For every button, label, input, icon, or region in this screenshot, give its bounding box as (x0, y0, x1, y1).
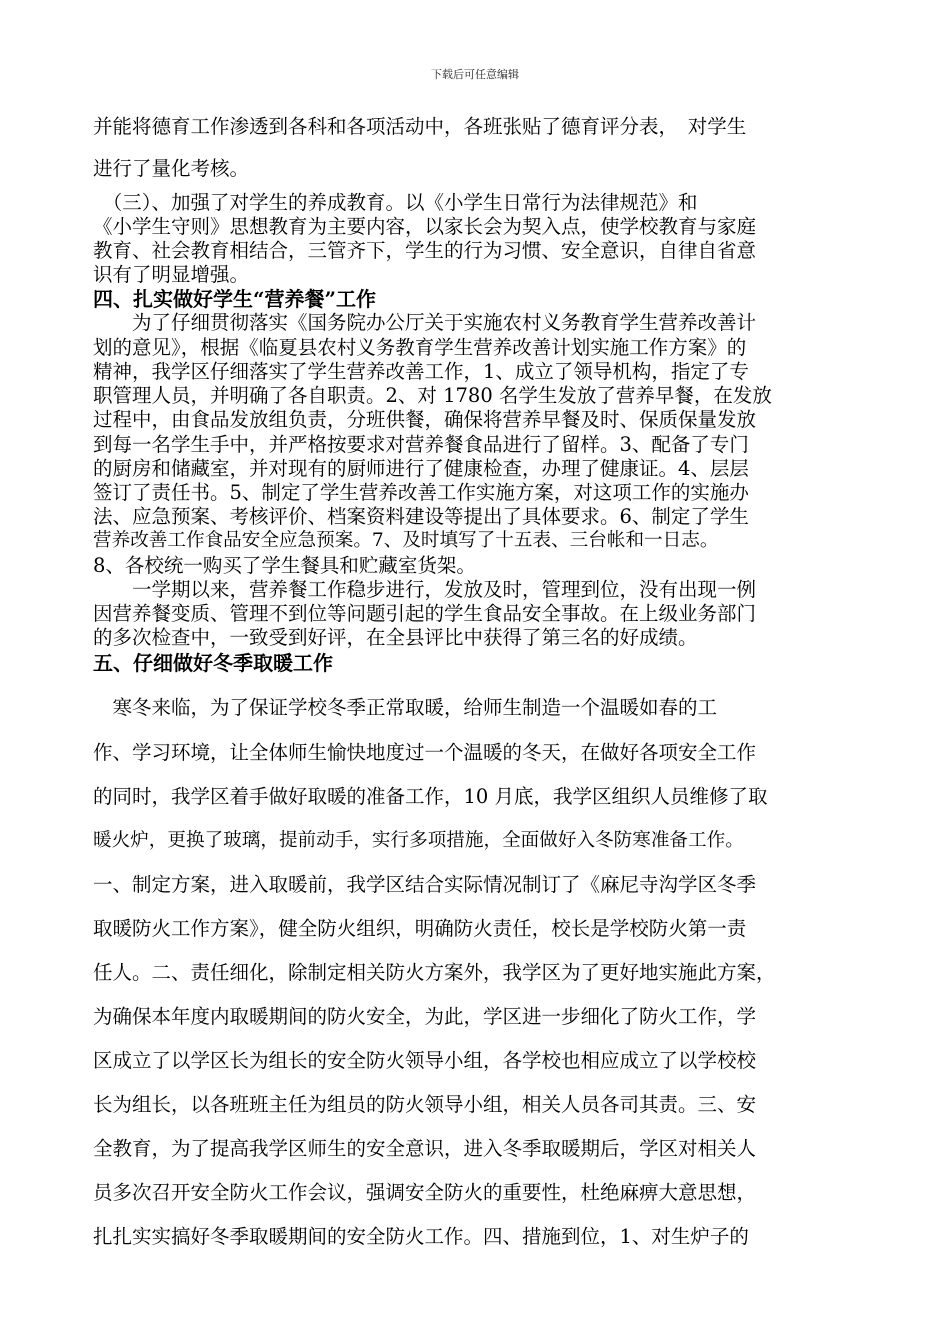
paragraph-line: 8、各校统一购买了学生餐具和贮藏室货架。 (93, 554, 476, 577)
paragraph-line: 寒冬来临，为了保证学校冬季正常取暖，给师生制造一个温暖如春的工 (93, 696, 718, 719)
paragraph-line: 任人。二、责任细化，除制定相关防火方案外，我学区为了更好地实施此方案， (93, 961, 776, 984)
paragraph-line: 营养改善工作食品安全应急预案。7、及时填写了十五表、三台帐和一日志。 (93, 530, 719, 551)
section-heading: 四、扎实做好学生“营养餐”工作 (93, 287, 377, 311)
paragraph-line: 长为组长，以各班班主任为组员的防火领导小组，相关人员各司其责。三、安 (93, 1093, 757, 1116)
paragraph-line: 暖火炉，更换了玻璃，提前动手，实行多项措施，全面做好入冬防寒准备工作。 (93, 830, 744, 851)
paragraph-line: 的厨房和储藏室，并对现有的厨师进行了健康检查，办理了健康证。4、层层 (93, 457, 749, 480)
paragraph-line: 并能将德育工作渗透到各科和各项活动中，各班张贴了德育评分表， 对学生 (93, 115, 747, 138)
paragraph-line: 精神，我学区仔细落实了学生营养改善工作，1、成立了领导机构，指定了专 (93, 360, 749, 383)
paragraph-line: 为确保本年度内取暖期间的防火安全，为此，学区进一步细化了防火工作，学 (93, 1005, 757, 1028)
paragraph-line: 扎扎实实搞好冬季取暖期间的安全防火工作。四、措施到位，1、对生炉子的 (93, 1225, 749, 1248)
paragraph-line: 划的意见》，根据《临夏县农村义务教育学生营养改善计划实施工作方案》的 (93, 336, 747, 359)
paragraph-line: 的多次检查中，一致受到好评，在全县评比中获得了第三名的好成绩。 (93, 626, 698, 649)
paragraph-line: （三）、加强了对学生的养成教育。以《小学生日常行为法律规范》和 (93, 191, 698, 214)
paragraph-line: 作、学习环境，让全体师生愉快地度过一个温暖的冬天，在做好各项安全工作 (93, 741, 757, 764)
paragraph-line: 一、制定方案，进入取暖前，我学区结合实际情况制订了《麻尼寺沟学区冬季 (93, 873, 757, 896)
paragraph-line: 员多次召开安全防火工作会议，强调安全防火的重要性，杜绝麻痹大意思想， (93, 1181, 757, 1204)
paragraph-line: 职管理人员，并明确了各自职责。2、对 1780 名学生发放了营养早餐，在发放 (93, 384, 772, 407)
paragraph-line: 区成立了以学区长为组长的安全防火领导小组，各学校也相应成立了以学校校 (93, 1049, 757, 1072)
paragraph-line: 法、应急预案、考核评价、档案资料建设等提出了具体要求。6、制定了学生 (93, 505, 749, 528)
paragraph-line: 过程中，由食品发放组负责，分班供餐，确保将营养早餐及时、保质保量发放 (93, 408, 757, 431)
paragraph-line: 取暖防火工作方案》，健全防火组织，明确防火责任，校长是学校防火第一责 (93, 917, 747, 940)
paragraph-line: 进行了量化考核。 (93, 157, 250, 180)
page-header: 下载后可任意编辑 (431, 68, 519, 81)
paragraph-line: 一学期以来，营养餐工作稳步进行，发放及时，管理到位，没有出现一例 (93, 578, 757, 601)
paragraph-line: 签订了责任书。5、制定了学生营养改善工作实施方案，对这项工作的实施办 (93, 481, 749, 504)
section-heading: 五、仔细做好冬季取暖工作 (93, 651, 333, 675)
paragraph-line: 到每一名学生手中，并严格按要求对营养餐食品进行了留样。3、配备了专门 (93, 433, 749, 456)
paragraph-line: 识有了明显增强。 (93, 263, 250, 286)
paragraph-line: 的同时，我学区着手做好取暖的准备工作，10 月底，我学区组织人员维修了取 (93, 785, 768, 808)
paragraph-line: 因营养餐变质、管理不到位等问题引起的学生食品安全事故。在上级业务部门 (93, 602, 757, 625)
paragraph-line: 为了仔细贯彻落实《国务院办公厅关于实施农村义务教育学生营养改善计 (93, 311, 757, 334)
paragraph-line: 教育、社会教育相结合，三管齐下，学生的行为习惯、安全意识，自律自省意 (93, 239, 757, 262)
paragraph-line: 全教育，为了提高我学区师生的安全意识，进入冬季取暖期后，学区对相关人 (93, 1137, 757, 1160)
paragraph-line: 《小学生守则》思想教育为主要内容，以家长会为契入点，使学校教育与家庭 (93, 215, 757, 238)
